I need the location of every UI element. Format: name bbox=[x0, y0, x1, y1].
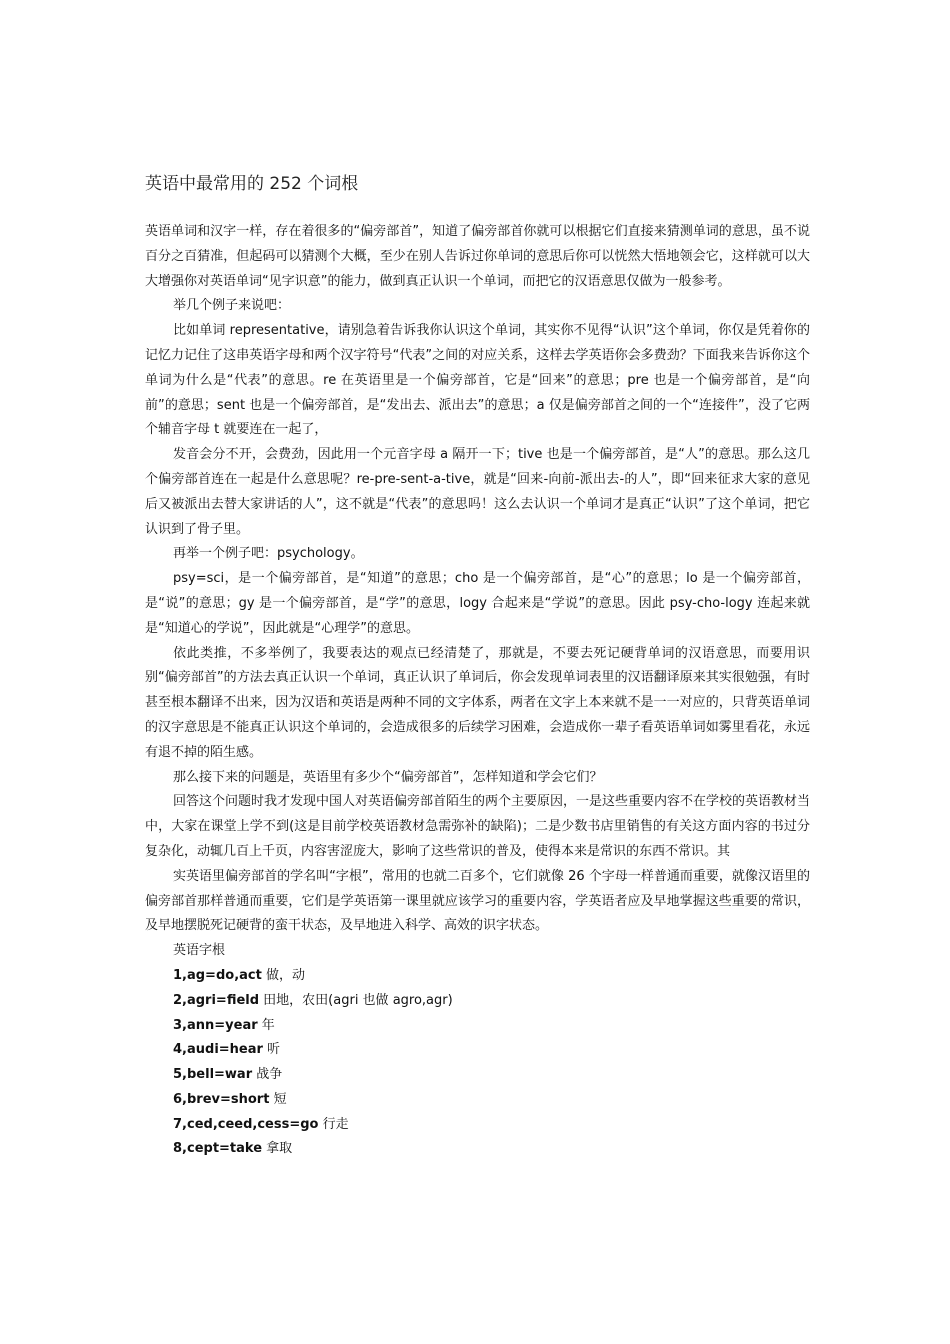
list-item bbox=[145, 964, 810, 989]
root-meaning: 年 bbox=[257, 1017, 275, 1033]
root-term: 8,cept=take bbox=[173, 1141, 263, 1157]
root-term: 7,ced,ceed,cess=go bbox=[173, 1116, 319, 1132]
list-item bbox=[145, 1014, 810, 1039]
list-item bbox=[145, 1113, 810, 1138]
section-heading: 英语字根 bbox=[173, 943, 226, 959]
root-meaning: 短 bbox=[269, 1091, 287, 1107]
root-meaning: 做，动 bbox=[261, 967, 305, 983]
list-item bbox=[145, 1038, 810, 1063]
root-term: 2,agri=field bbox=[173, 992, 260, 1008]
root-term: 6,brev=short bbox=[173, 1091, 270, 1107]
list-item bbox=[145, 1137, 810, 1162]
document-page bbox=[145, 172, 810, 1162]
root-term: 1,ag=do,act bbox=[173, 967, 262, 983]
paragraph: 依此类推，不多举例了，我要表达的观点已经清楚了，那就是，不要去死记硬背单词的汉语意思，而要用识别“偏旁部首”的方法去真正认识一个单词，真正认识了单词后，你会发现单词表里的汉语翻译原来其实很勉强，有时甚至根本翻译不出来，因为汉语和英语是两种不同的文字体系，两者在文字上本来就不是一一对应的，只背英语单词的汉字意思是不能真正认识这个单词的，会造成很多的后续学习困难，会造成你一辈子看英语单词如雾里看花，永远有退不掉的陌生感。 bbox=[145, 645, 810, 760]
root-meaning: 行走 bbox=[318, 1116, 349, 1132]
paragraph: 发音会分不开，会费劲，因此用一个元音字母 a 隔开一下；tive 也是一个偏旁部首，是“人”的意思。那么这几个偏旁部首连在一起是什么意思呢？re-pre-sent-a-tive，就是“回来-向前-派出去-的人”，即“回来征求大家的意见后又被派出去替大家讲话的人”，这不就是“代表”的意思吗！这么去认识一个单词才是真正“认识”了这个单词，把它认识到了骨子里。 bbox=[145, 447, 810, 537]
root-term: 4,audi=hear bbox=[173, 1042, 263, 1058]
paragraph: 举几个例子来说吧： bbox=[173, 298, 291, 314]
body-text bbox=[145, 220, 810, 964]
root-meaning: 拿取 bbox=[262, 1141, 293, 1157]
list-item bbox=[145, 1088, 810, 1113]
list-item bbox=[145, 1063, 810, 1088]
root-term: 3,ann=year bbox=[173, 1017, 258, 1033]
paragraph: 英语单词和汉字一样，存在着很多的“偏旁部首”，知道了偏旁部首你就可以根据它们直接来猜测单词的意思，虽不说百分之百猜准，但起码可以猜测个大概，至少在别人告诉过你单词的意思后你可以恍然大悟地领会它，这样就可以大大增强你对英语单词“见字识意”的能力，做到真正认识一个单词，而把它的汉语意思仅做为一般参考。 bbox=[145, 224, 810, 289]
paragraph: 那么接下来的问题是，英语里有多少个“偏旁部首”，怎样知道和学会它们？ bbox=[173, 769, 603, 785]
root-meaning: 听 bbox=[262, 1042, 281, 1058]
root-term: 5,bell=war bbox=[173, 1067, 253, 1083]
word-root-list bbox=[145, 964, 810, 1162]
root-meaning: 战争 bbox=[252, 1067, 283, 1083]
paragraph: 比如单词 representative，请别急着告诉我你认识这个单词，其实你不见得“认识”这个单词，你仅是凭着你的记忆力记住了这串英语字母和两个汉字符号“代表”之间的对应关系，这样去学英语你会多费劲？下面我来告诉你这个单词为什么是“代表”的意思。re 在英语里是一个偏旁部首，它是“回来”的意思；pre 也是一个偏旁部首，是“向前”的意思；sent 也是一个偏旁部首，是“发出去、派出去”的意思；a 仅是偏旁部首之间的一个“连接件”，没了它两个辅音字母 t 就要连在一起了， bbox=[145, 323, 810, 438]
paragraph: 回答这个问题时我才发现中国人对英语偏旁部首陌生的两个主要原因，一是这些重要内容不在学校的英语教材当中，大家在课堂上学不到(这是目前学校英语教材急需弥补的缺陷)；二是少数书店里销售的有关这方面内容的书过分复杂化，动辄几百上千页，内容害涩庞大，影响了这些常识的普及，使得本来是常识的东西不常识。其 bbox=[145, 794, 811, 859]
root-meaning: 田地，农田(agri 也做 agro,agr) bbox=[259, 992, 453, 1008]
paragraph: 实英语里偏旁部首的学名叫“字根”，常用的也就二百多个，它们就像 26 个字母一样普通而重要，就像汉语里的偏旁部首那样普通而重要，它们是学英语第一课里就应该学习的重要内容，学英语者应及早地掌握这些重要的常识，及早地摆脱死记硬背的蛮干状态，及早地进入科学、高效的识字状态。 bbox=[145, 868, 810, 934]
paragraph: psy=sci，是一个偏旁部首，是“知道”的意思；cho 是一个偏旁部首，是“心”的意思；lo 是一个偏旁部首，是“说”的意思；gy 是一个偏旁部首，是“学”的意思，logy 合起来是“学说”的意思。因此 psy-cho-logy 连起来就是“知道心的学说”，因此就是“心理学”的意思。 bbox=[145, 571, 810, 636]
paragraph: 再举一个例子吧：psychology。 bbox=[173, 546, 364, 562]
list-item bbox=[145, 989, 810, 1014]
document-title: 英语中最常用的 252 个词根 bbox=[145, 174, 359, 194]
